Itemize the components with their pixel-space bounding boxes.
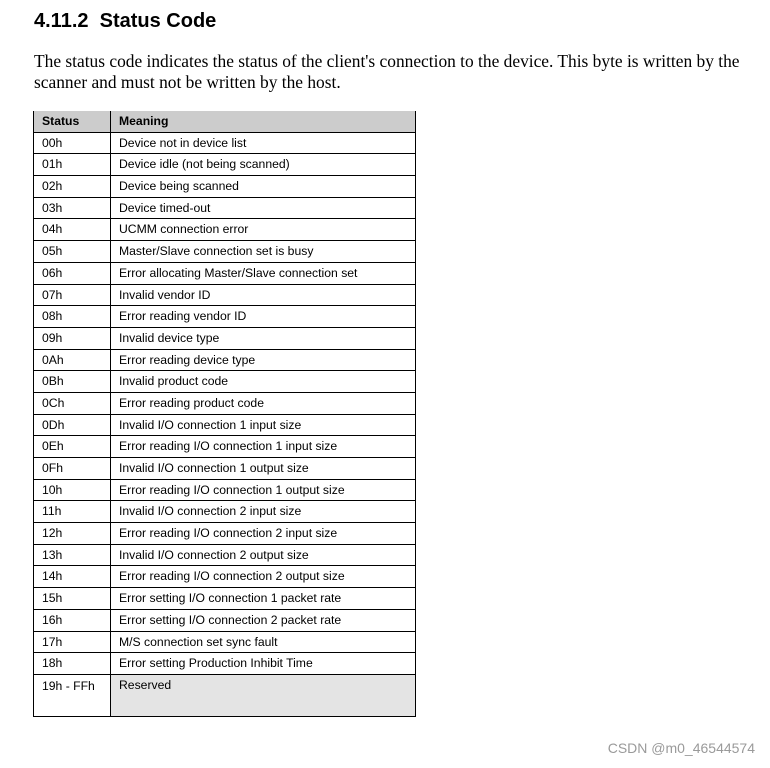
status-cell: 01h <box>34 154 111 176</box>
table-row <box>34 392 416 414</box>
status-cell: 0Ah <box>34 349 111 371</box>
meaning-cell: Error reading I/O connection 1 output size <box>111 479 416 501</box>
status-cell: 0Dh <box>34 414 111 436</box>
meaning-cell: Error setting I/O connection 2 packet rate <box>111 609 416 631</box>
meaning-cell: Invalid I/O connection 2 output size <box>111 544 416 566</box>
meaning-cell: Error allocating Master/Slave connection set <box>111 262 416 284</box>
status-cell: 11h <box>34 501 111 523</box>
table-row <box>34 653 416 675</box>
table-row <box>34 132 416 154</box>
status-cell: 15h <box>34 588 111 610</box>
meaning-cell: Error reading I/O connection 2 output size <box>111 566 416 588</box>
meaning-cell: Error reading I/O connection 2 input size <box>111 523 416 545</box>
watermark: CSDN @m0_46544574 <box>607 740 755 756</box>
status-cell: 0Eh <box>34 436 111 458</box>
meaning-cell: Device idle (not being scanned) <box>111 154 416 176</box>
table-row <box>34 349 416 371</box>
table-row <box>34 371 416 393</box>
status-cell: 02h <box>34 176 111 198</box>
table-row <box>34 544 416 566</box>
meaning-cell: Reserved <box>111 674 416 716</box>
table-row <box>34 284 416 306</box>
meaning-cell: Invalid vendor ID <box>111 284 416 306</box>
table-row <box>34 479 416 501</box>
table-row <box>34 588 416 610</box>
meaning-cell: Error setting Production Inhibit Time <box>111 653 416 675</box>
meaning-cell: Error setting I/O connection 1 packet rate <box>111 588 416 610</box>
status-cell: 0Fh <box>34 458 111 480</box>
status-cell: 10h <box>34 479 111 501</box>
table-row <box>34 501 416 523</box>
meaning-cell: Invalid product code <box>111 371 416 393</box>
meaning-cell: Device being scanned <box>111 176 416 198</box>
status-cell: 09h <box>34 327 111 349</box>
meaning-cell: Invalid device type <box>111 327 416 349</box>
meaning-cell: M/S connection set sync fault <box>111 631 416 653</box>
meaning-cell: Device timed-out <box>111 197 416 219</box>
meaning-cell: UCMM connection error <box>111 219 416 241</box>
table-row <box>34 241 416 263</box>
status-cell: 0Ch <box>34 392 111 414</box>
table-row <box>34 176 416 198</box>
status-cell: 12h <box>34 523 111 545</box>
table-header-row <box>34 111 416 132</box>
table-row <box>34 566 416 588</box>
table-row <box>34 219 416 241</box>
status-cell: 17h <box>34 631 111 653</box>
status-cell: 13h <box>34 544 111 566</box>
meaning-cell: Error reading vendor ID <box>111 306 416 328</box>
status-cell: 14h <box>34 566 111 588</box>
status-cell: 05h <box>34 241 111 263</box>
status-cell: 00h <box>34 132 111 154</box>
intro-paragraph: The status code indicates the status of the client's connection to the device. This byte is written by the scanner and must not be written by the host. <box>34 51 740 92</box>
table-row <box>34 154 416 176</box>
table-row <box>34 436 416 458</box>
table-row <box>34 327 416 349</box>
meaning-cell: Error reading product code <box>111 392 416 414</box>
status-code-table <box>33 111 416 717</box>
status-cell: 03h <box>34 197 111 219</box>
meaning-cell: Invalid I/O connection 2 input size <box>111 501 416 523</box>
table-row <box>34 197 416 219</box>
table-row <box>34 414 416 436</box>
meaning-cell: Invalid I/O connection 1 input size <box>111 414 416 436</box>
status-cell: 06h <box>34 262 111 284</box>
meaning-cell: Device not in device list <box>111 132 416 154</box>
status-cell: 19h - FFh <box>34 674 111 716</box>
status-cell: 07h <box>34 284 111 306</box>
status-cell: 08h <box>34 306 111 328</box>
status-cell: 16h <box>34 609 111 631</box>
status-cell: 0Bh <box>34 371 111 393</box>
table-row <box>34 609 416 631</box>
meaning-cell: Invalid I/O connection 1 output size <box>111 458 416 480</box>
table-row <box>34 262 416 284</box>
section-heading: 4.11.2 Status Code <box>34 10 217 32</box>
status-cell: 18h <box>34 653 111 675</box>
table-row-reserved <box>34 674 416 716</box>
meaning-cell: Error reading device type <box>111 349 416 371</box>
column-header-status: Status <box>34 111 111 132</box>
meaning-cell: Master/Slave connection set is busy <box>111 241 416 263</box>
meaning-cell: Error reading I/O connection 1 input size <box>111 436 416 458</box>
column-header-meaning: Meaning <box>111 111 416 132</box>
status-cell: 04h <box>34 219 111 241</box>
table-row <box>34 306 416 328</box>
table-row <box>34 458 416 480</box>
table-row <box>34 523 416 545</box>
table-row <box>34 631 416 653</box>
